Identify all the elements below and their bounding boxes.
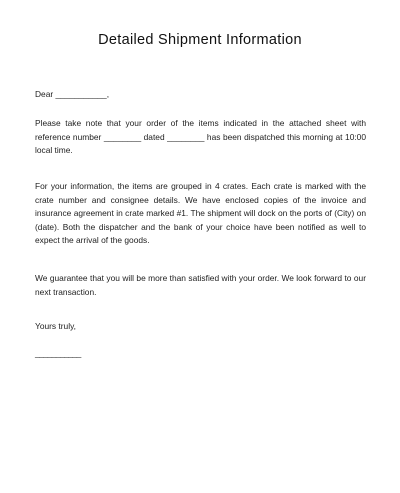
paragraph-crate-details: For your information, the items are grouped in 4 crates. Each crate is marked with the crate number and consignee details. We have enclosed copies of the invoice and insurance agreement in crate marked #1. The shipment will dock on the ports of (City) on (date). Both the dispatcher and the bank of your choice have been notified as well to expect the arrival of the goods. (35, 181, 366, 245)
salutation: Dear ___________, (35, 89, 110, 99)
document-title: Detailed Shipment Information (98, 32, 302, 48)
paragraph-guarantee: We guarantee that you will be more than satisfied with your order. We look forward to our next transaction. (35, 273, 366, 297)
paragraph-dispatch-notice: Please take note that your order of the items indicated in the attached sheet with reference number ________ dated ________ has been dispatched this morning at 10:00 local time. (35, 118, 366, 155)
signature-line: ___________ (35, 348, 81, 358)
closing: Yours truly, (35, 321, 76, 331)
